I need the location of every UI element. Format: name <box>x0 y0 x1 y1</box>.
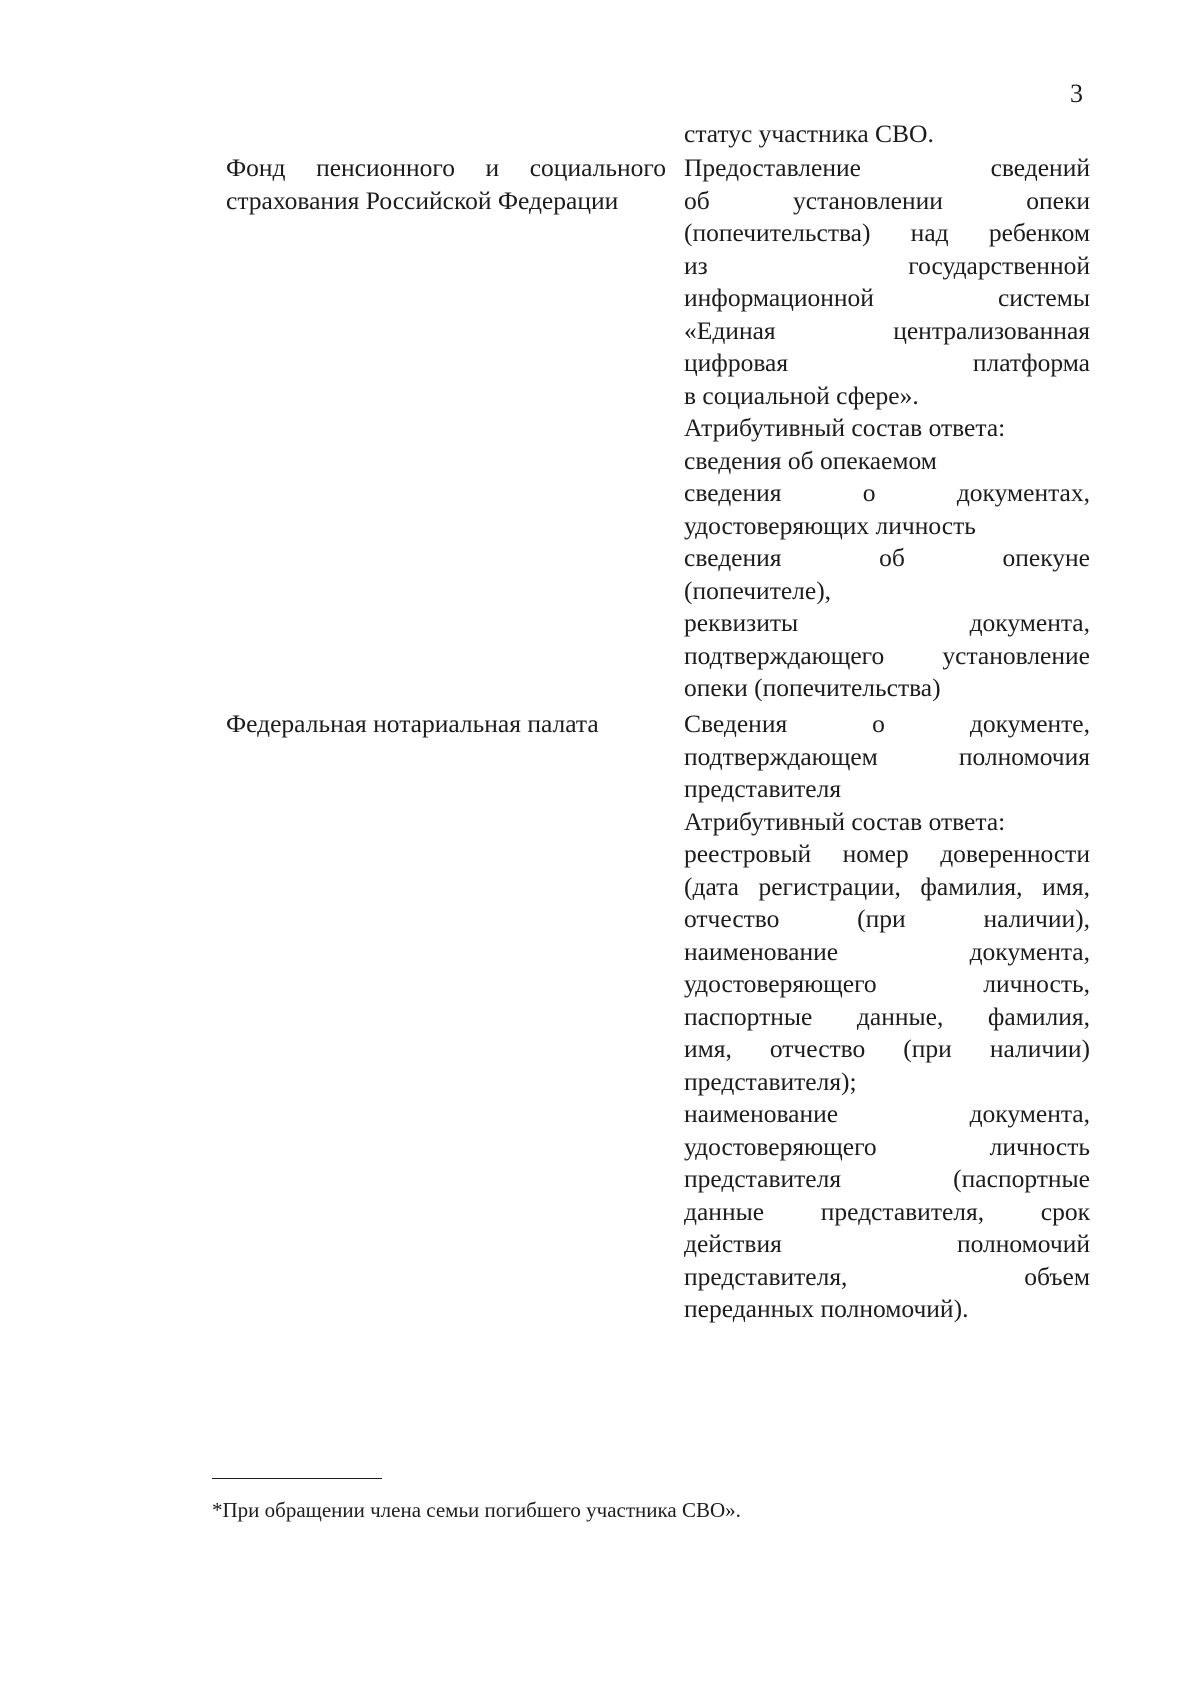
text-line: представителя); <box>684 1066 857 1096</box>
text-line <box>684 1098 1090 1131</box>
word: срок <box>1040 1196 1090 1226</box>
word: ребенком <box>988 218 1090 247</box>
text-line <box>684 968 1090 1001</box>
word: документах, <box>956 478 1090 507</box>
text-line: страхования Российской Федерации <box>226 185 619 215</box>
notary-chamber-name <box>226 708 666 741</box>
text-line <box>684 542 1090 575</box>
footnote-divider <box>212 1478 382 1479</box>
text-line <box>684 708 1090 741</box>
word: наличии), <box>983 904 1090 933</box>
word: реестровый <box>684 839 812 868</box>
word: государственной <box>908 250 1090 280</box>
text-line <box>684 1033 1090 1066</box>
text-line: Атрибутивный состав ответа: <box>684 413 1006 442</box>
word: полномочия <box>958 741 1090 771</box>
word: опеки <box>1026 185 1090 215</box>
word: Сведения <box>684 709 788 738</box>
word: о <box>872 709 885 738</box>
text-line <box>684 936 1090 969</box>
word: (дата <box>684 871 739 901</box>
word: объем <box>1024 1261 1090 1291</box>
word: «Единая <box>684 315 776 345</box>
text-line <box>684 903 1090 936</box>
word: личность <box>989 1131 1090 1161</box>
word: из <box>684 250 708 280</box>
text-line <box>684 1228 1090 1261</box>
word: установление <box>942 640 1090 670</box>
text-line: опеки (попечительства) <box>684 673 941 702</box>
text-line <box>684 607 1090 640</box>
word: (при <box>903 1034 952 1063</box>
text-line <box>684 250 1090 283</box>
text-line: в социальной сфере». <box>684 380 919 410</box>
text-line <box>684 152 1090 185</box>
text-line <box>684 1196 1090 1229</box>
text-line <box>684 1131 1090 1164</box>
text-line <box>684 871 1090 904</box>
word: платформа <box>972 348 1090 377</box>
text-line <box>684 741 1090 774</box>
word: данные <box>684 1196 765 1226</box>
word: документа, <box>969 1099 1090 1128</box>
word: документе, <box>969 709 1090 738</box>
text-line <box>684 640 1090 673</box>
word: фамилия, <box>920 871 1023 901</box>
word: имя, <box>684 1034 732 1063</box>
text-line <box>226 152 666 185</box>
word: фамилия, <box>987 1001 1090 1031</box>
word: отчество <box>769 1034 866 1063</box>
word: представителя, <box>820 1196 985 1226</box>
page-number: 3 <box>1070 79 1083 108</box>
block0-right <box>684 118 1090 151</box>
word: представителя <box>684 1164 842 1193</box>
word: документа, <box>969 936 1090 966</box>
text-line: Атрибутивный состав ответа: <box>684 806 1006 836</box>
text-line: представителя <box>684 774 842 803</box>
word: подтверждающего <box>684 640 885 670</box>
word: удостоверяющего <box>684 1131 877 1161</box>
word: личность, <box>983 969 1090 998</box>
word: реквизиты <box>684 608 799 637</box>
text-line <box>684 282 1090 315</box>
word: о <box>862 478 876 507</box>
word: социального <box>529 153 666 182</box>
text-line <box>684 217 1090 250</box>
word: полномочий <box>956 1229 1090 1258</box>
word: (паспортные <box>953 1164 1090 1193</box>
word: централизованная <box>893 315 1090 345</box>
word: пенсионного <box>316 153 456 182</box>
word: сведения <box>684 543 782 572</box>
word: наименование <box>684 1099 839 1128</box>
text-line: удостоверяющих личность <box>684 510 976 540</box>
word: наличии) <box>989 1034 1090 1063</box>
footnote: *При обращении члена семьи погибшего участника СВО». <box>212 1498 741 1522</box>
word: представителя, <box>684 1261 848 1291</box>
word: регистрации, <box>758 871 901 901</box>
word: опекуне <box>1002 543 1090 572</box>
word: сведения <box>684 478 782 507</box>
notary-description <box>684 708 1090 1326</box>
word: удостоверяющего <box>684 969 877 998</box>
word: подтверждающем <box>684 741 878 771</box>
fund-description <box>684 152 1090 705</box>
text-line: сведения об опекаемом <box>684 445 937 475</box>
word: (при <box>857 904 906 933</box>
text-line: переданных полномочий). <box>684 1294 969 1323</box>
text-line <box>684 477 1090 510</box>
text-line <box>684 838 1090 871</box>
word: установлении <box>793 185 943 215</box>
word: над <box>910 218 949 247</box>
word: (попечительства) <box>684 218 871 247</box>
word: номер <box>842 839 909 868</box>
text-line <box>684 315 1090 348</box>
word: Фонд <box>226 153 286 182</box>
word: системы <box>997 283 1090 312</box>
word: информационной <box>684 283 874 312</box>
word: имя, <box>1042 871 1090 901</box>
word: цифровая <box>684 348 789 377</box>
word: и <box>485 153 500 182</box>
text-line <box>684 1001 1090 1034</box>
word: об <box>879 543 905 572</box>
text-line <box>684 1163 1090 1196</box>
word: наименование <box>684 936 839 966</box>
word: об <box>684 185 710 215</box>
word: отчество <box>684 904 780 933</box>
word: доверенности <box>940 839 1090 868</box>
text-line: Федеральная нотариальная палата <box>226 709 599 738</box>
word: Предоставление <box>684 153 861 182</box>
fund-name <box>226 152 666 217</box>
word: действия <box>684 1229 782 1258</box>
text-line <box>684 185 1090 218</box>
word: сведений <box>990 153 1090 182</box>
text-line <box>684 1261 1090 1294</box>
text-line: статус участника СВО. <box>684 119 934 148</box>
word: паспортные <box>684 1001 813 1031</box>
word: данные, <box>856 1001 944 1031</box>
text-line <box>684 347 1090 380</box>
word: документа, <box>969 608 1090 637</box>
text-line: (попечителе), <box>684 575 832 605</box>
